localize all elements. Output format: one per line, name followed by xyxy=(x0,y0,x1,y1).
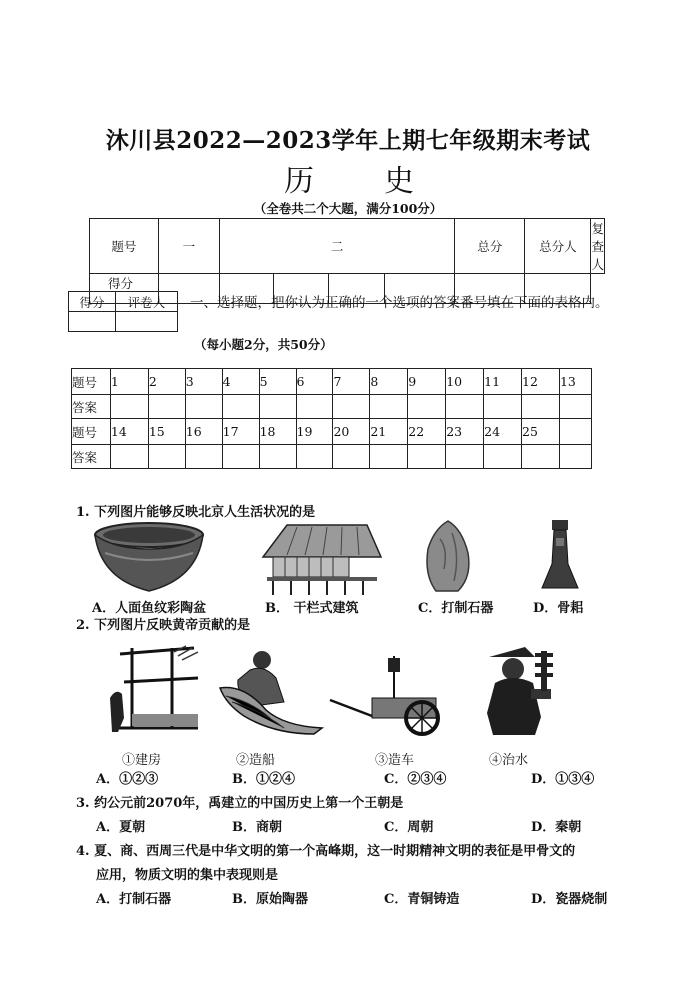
answer-cell[interactable] xyxy=(446,395,484,419)
answer-cell[interactable] xyxy=(559,395,591,419)
question-number: 24 xyxy=(484,419,522,445)
question-number: 21 xyxy=(370,419,408,445)
question-number: 18 xyxy=(259,419,296,445)
q2-option-b[interactable]: B．①②④ xyxy=(232,772,295,787)
answer-cell[interactable] xyxy=(522,445,560,469)
answer-cell[interactable] xyxy=(259,395,296,419)
question-number: 1 xyxy=(110,369,148,395)
stilt-house-image xyxy=(257,521,383,597)
score-header-label: 题号 xyxy=(90,219,159,274)
question-number: 25 xyxy=(522,419,560,445)
question-number: 17 xyxy=(222,419,259,445)
question-number: 16 xyxy=(185,419,222,445)
exam-note: （全卷共二个大题，满分100分） xyxy=(253,201,443,216)
question-number: 2 xyxy=(148,369,185,395)
grader-name-cell[interactable] xyxy=(116,312,178,332)
answer-cell[interactable] xyxy=(222,395,259,419)
grader-score-label: 得分 xyxy=(69,292,116,312)
answer-label: 答案 xyxy=(72,395,111,419)
bone-spade-image xyxy=(540,518,580,592)
score-header-totaler: 总分人 xyxy=(525,219,591,274)
answer-cell[interactable] xyxy=(296,445,333,469)
answer-cell[interactable] xyxy=(408,445,446,469)
question-number: 9 xyxy=(408,369,446,395)
q2-stem: 2. 下列图片反映黄帝贡献的是 xyxy=(76,618,251,633)
answer-cell[interactable] xyxy=(110,445,148,469)
answer-cell[interactable] xyxy=(333,445,370,469)
score-header-reviewer: 复查人 xyxy=(591,219,605,274)
q2-caption-2: ②造船 xyxy=(236,753,276,768)
answer-cell[interactable] xyxy=(484,445,522,469)
score-row-label: 得分 xyxy=(90,274,159,304)
question-number: 3 xyxy=(185,369,222,395)
question-number: 22 xyxy=(408,419,446,445)
section1-instruction: 一、选择题，把你认为正确的一个选项的答案番号填在下面的表格内。 xyxy=(190,295,609,311)
q1-option-c[interactable]: C．打制石器 xyxy=(418,601,494,616)
answer-cell[interactable] xyxy=(522,395,560,419)
answer-cell[interactable] xyxy=(259,445,296,469)
question-number: 8 xyxy=(370,369,408,395)
q4-option-d[interactable]: D．瓷器烧制 xyxy=(531,892,608,907)
building-house-image xyxy=(102,638,206,736)
answer-cell[interactable] xyxy=(148,395,185,419)
q3-option-a[interactable]: A．夏朝 xyxy=(96,820,146,835)
subject-char-1: 历 xyxy=(284,164,314,199)
q4-option-a[interactable]: A．打制石器 xyxy=(96,892,172,907)
question-number: 4 xyxy=(222,369,259,395)
q2-caption-1: ①建房 xyxy=(122,753,162,768)
section1-points: （每小题2分，共50分） xyxy=(194,337,333,352)
question-number: 13 xyxy=(559,369,591,395)
grader-score-cell[interactable] xyxy=(69,312,116,332)
q2-option-a[interactable]: A．①②③ xyxy=(96,772,159,787)
empty-cell xyxy=(559,445,591,469)
answer-cell[interactable] xyxy=(408,395,446,419)
answer-cell[interactable] xyxy=(370,445,408,469)
answer-cell[interactable] xyxy=(148,445,185,469)
question-number: 15 xyxy=(148,419,185,445)
q4-stem: 4. 夏、商、西周三代是中华文明的第一个高峰期，这一时期精神文明的表征是甲骨文的 xyxy=(76,844,576,859)
q2-caption-3: ③造车 xyxy=(375,753,415,768)
score-header-part1: 一 xyxy=(158,219,219,274)
q2-option-d[interactable]: D．①③④ xyxy=(531,772,595,787)
q1-stem: 1. 下列图片能够反映北京人生活状况的是 xyxy=(76,505,316,520)
question-number: 11 xyxy=(484,369,522,395)
q4-option-c[interactable]: C．青铜铸造 xyxy=(384,892,460,907)
answer-cell[interactable] xyxy=(110,395,148,419)
q1-option-b[interactable]: B． 干栏式建筑 xyxy=(265,601,359,616)
answer-cell[interactable] xyxy=(333,395,370,419)
q4-option-b[interactable]: B．原始陶器 xyxy=(232,892,308,907)
building-boat-image xyxy=(214,644,326,736)
question-number: 20 xyxy=(333,419,370,445)
question-number: 10 xyxy=(446,369,484,395)
question-label: 题号 xyxy=(72,419,111,445)
question-label: 题号 xyxy=(72,369,111,395)
question-number: 6 xyxy=(296,369,333,395)
answer-cell[interactable] xyxy=(222,445,259,469)
flood-control-image xyxy=(479,643,571,739)
answer-cell[interactable] xyxy=(484,395,522,419)
question-number: 12 xyxy=(522,369,560,395)
stone-tool-image xyxy=(422,519,472,593)
grader-name-label: 评卷人 xyxy=(116,292,178,312)
answer-cell[interactable] xyxy=(185,445,222,469)
answer-label: 答案 xyxy=(72,445,111,469)
answer-table xyxy=(71,368,592,469)
subject-char-2: 史 xyxy=(384,164,414,199)
q3-option-b[interactable]: B．商朝 xyxy=(232,820,282,835)
question-number: 7 xyxy=(333,369,370,395)
score-header-total: 总分 xyxy=(455,219,525,274)
answer-cell[interactable] xyxy=(185,395,222,419)
q3-option-d[interactable]: D．秦朝 xyxy=(531,820,582,835)
score-header-part2: 二 xyxy=(220,219,455,274)
question-number: 5 xyxy=(259,369,296,395)
q3-stem: 3. 约公元前2070年，禹建立的中国历史上第一个王朝是 xyxy=(76,796,404,811)
q1-option-d[interactable]: D．骨耜 xyxy=(533,601,584,616)
pottery-basin-image xyxy=(93,521,206,597)
question-number: 19 xyxy=(296,419,333,445)
question-number: 23 xyxy=(446,419,484,445)
building-cart-image xyxy=(328,650,454,736)
answer-cell[interactable] xyxy=(370,395,408,419)
question-number: 14 xyxy=(110,419,148,445)
q1-option-a[interactable]: A．人面鱼纹彩陶盆 xyxy=(92,601,207,616)
grader-box xyxy=(68,291,178,332)
q4-stem-cont: 应用，物质文明的集中表现则是 xyxy=(96,868,279,883)
q2-caption-4: ④治水 xyxy=(489,753,529,768)
empty-cell xyxy=(559,419,591,445)
exam-title: 沐川县2022—2023学年上期七年级期末考试 xyxy=(105,127,591,154)
answer-cell[interactable] xyxy=(446,445,484,469)
answer-cell[interactable] xyxy=(296,395,333,419)
q2-option-c[interactable]: C．②③④ xyxy=(384,772,447,787)
q3-option-c[interactable]: C．周朝 xyxy=(384,820,434,835)
